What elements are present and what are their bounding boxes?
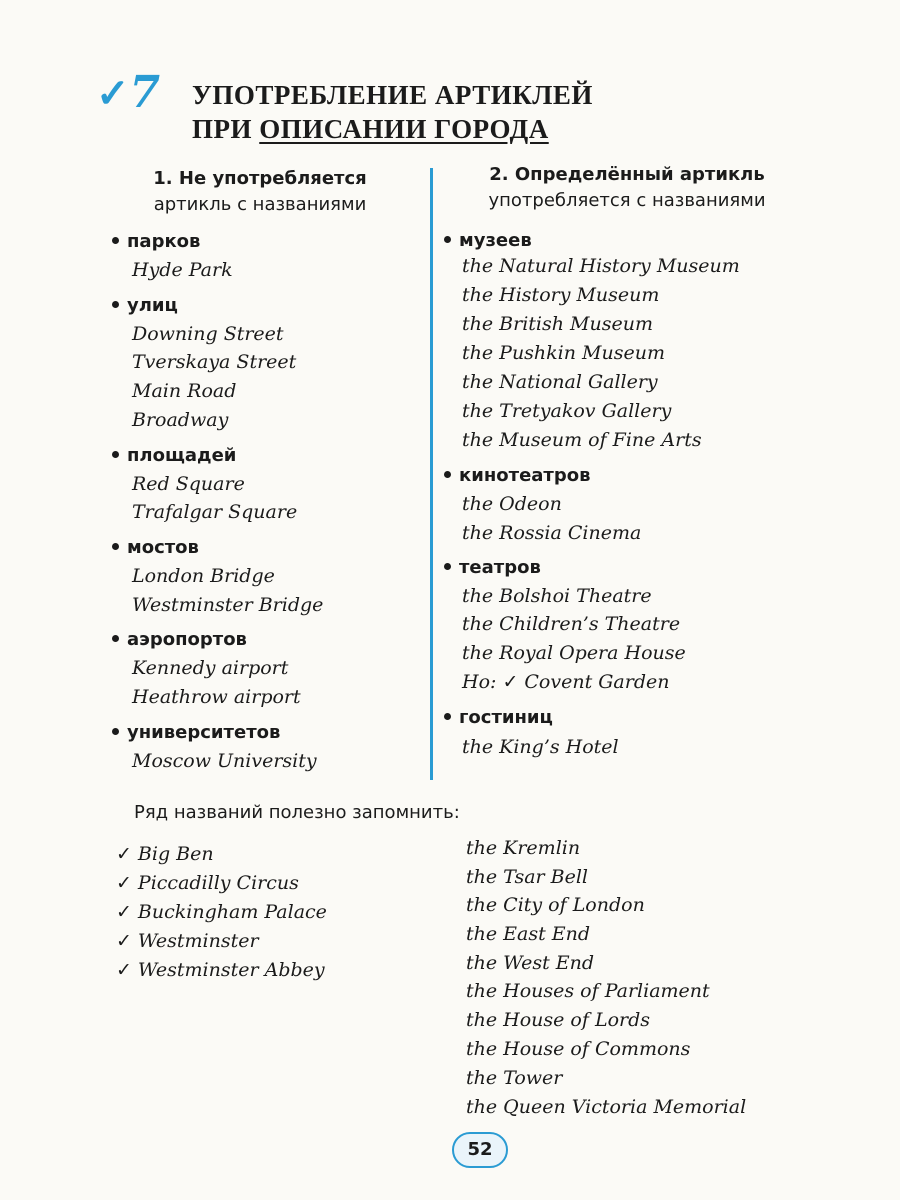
list-item: Heathrow airport: [132, 686, 301, 708]
title-line-1: УПОТРЕБЛЕНИЕ АРТИКЛЕЙ: [192, 80, 593, 110]
category-streets: улиц: [112, 294, 178, 318]
page-number: 52: [452, 1132, 508, 1168]
section-number: ✓7: [96, 67, 161, 118]
list-item: the Tretyakov Gallery: [462, 400, 672, 422]
remember-item: the House of Lords: [466, 1009, 650, 1031]
list-item: the Museum of Fine Arts: [462, 429, 702, 451]
category-squares: площадей: [112, 444, 236, 468]
checkmark-icon: ✓: [116, 843, 132, 865]
list-item: the Rossia Cinema: [462, 522, 642, 544]
list-item: Red Square: [132, 473, 245, 495]
left-column-heading: 1. Не употребляется артикль с названиями: [153, 168, 367, 215]
remember-item: ✓ Buckingham Palace: [116, 901, 327, 923]
remember-item: the East End: [466, 923, 591, 945]
category-museums: музеев: [444, 229, 532, 253]
checkmark-icon: ✓: [116, 930, 132, 952]
category-airports: аэропортов: [112, 628, 247, 652]
list-item: Kennedy airport: [132, 657, 289, 679]
remember-item: the Queen Victoria Memorial: [466, 1096, 747, 1118]
list-item: the British Museum: [462, 313, 653, 335]
list-item: the King’s Hotel: [462, 736, 619, 758]
list-item: the Pushkin Museum: [462, 342, 665, 364]
category-cinemas: кинотеатров: [444, 464, 591, 488]
checkmark-icon: ✓: [116, 901, 132, 923]
remember-item: the House of Commons: [466, 1038, 691, 1060]
list-item: the History Museum: [462, 284, 660, 306]
checkmark-icon: ✓: [116, 872, 132, 894]
remember-item: the Kremlin: [466, 837, 581, 859]
page-title: [192, 78, 593, 146]
remember-item: ✓ Westminster: [116, 930, 259, 952]
title-line-2: ПРИ ОПИСАНИИ ГОРОДА: [192, 114, 549, 144]
exception-item: Но: ✓ Covent Garden: [462, 671, 670, 693]
list-item: London Bridge: [132, 565, 275, 587]
list-item: Tverskaya Street: [132, 351, 297, 373]
list-item: Broadway: [132, 409, 229, 431]
remember-item: the West End: [466, 952, 595, 974]
list-item: Main Road: [132, 380, 237, 402]
list-item: the Natural History Museum: [462, 255, 740, 277]
section-header: [96, 68, 856, 148]
list-item: the Bolshoi Theatre: [462, 585, 652, 607]
category-theatres: театров: [444, 556, 541, 580]
remember-item: the Tower: [466, 1067, 563, 1089]
remember-item: ✓ Piccadilly Circus: [116, 872, 299, 894]
list-item: Downing Street: [132, 323, 284, 345]
list-item: the Children’s Theatre: [462, 613, 681, 635]
category-bridges: мостов: [112, 536, 199, 560]
list-item: the Odeon: [462, 493, 562, 515]
remember-item: the City of London: [466, 894, 645, 916]
list-item: the Royal Opera House: [462, 642, 686, 664]
remember-item: the Houses of Parliament: [466, 980, 710, 1002]
category-hotels: гостиниц: [444, 706, 553, 730]
category-parks: парков: [112, 230, 200, 254]
checkmark-icon: ✓: [116, 959, 132, 981]
column-divider: [430, 168, 433, 780]
list-item: Moscow University: [132, 750, 317, 772]
remember-item: ✓ Big Ben: [116, 843, 214, 865]
remember-item: ✓ Westminster Abbey: [116, 959, 325, 981]
remember-item: the Tsar Bell: [466, 866, 589, 888]
category-universities: университетов: [112, 721, 280, 745]
right-column-heading: 2. Определённый артикль употребляется с названиями: [488, 164, 766, 211]
list-item: the National Gallery: [462, 371, 658, 393]
remember-note: Ряд названий полезно запомнить:: [134, 802, 460, 823]
list-item: Westminster Bridge: [132, 594, 324, 616]
checkmark-icon: ✓: [96, 70, 130, 117]
checkmark-icon: ✓: [502, 671, 519, 693]
list-item: Hyde Park: [132, 259, 233, 281]
list-item: Trafalgar Square: [132, 501, 298, 523]
